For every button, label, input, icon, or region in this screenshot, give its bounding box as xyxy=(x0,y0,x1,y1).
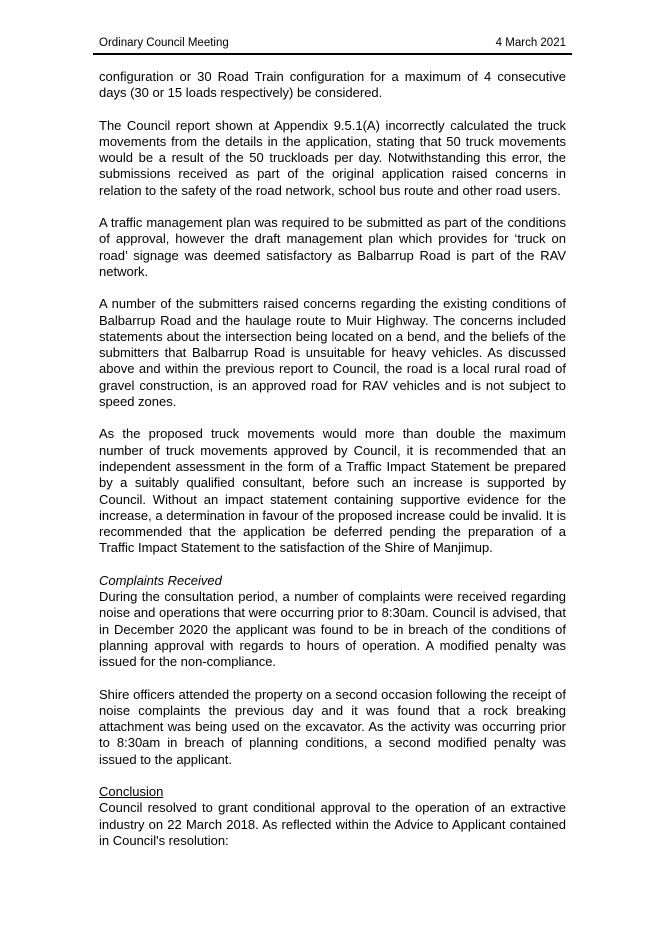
paragraph-truck-configuration: configuration or 30 Road Train configuration for a maximum of 4 consecutive days (30 or 15 loads respectively) be considered. xyxy=(99,69,566,101)
paragraph-submitters-concerns: A number of the submitters raised concerns regarding the existing conditions of Balbarrup Road and the haulage route to Muir Highway. The concerns included statements about the intersection being located on a bend, and the beliefs of the submitters that Balbarrup Road is unsuitable for heavy vehicles. As discussed above and within the previous report to Council, the road is a local rural road of gravel construction, is an approved road for RAV vehicles and is not subject to speed zones. xyxy=(99,296,566,410)
page-header xyxy=(93,37,572,53)
paragraph-shire-officers-second-occasion: Shire officers attended the property on a second occasion following the receipt of noise complaints the previous day and it was found that a rock breaking attachment was being used on the excavator. As the activity was occurring prior to 8:30am in breach of planning conditions, a second modified penalty was issued to the applicant. xyxy=(99,686,566,767)
paragraph-traffic-management-plan: A traffic management plan was required to be submitted as part of the conditions of approval, however the draft management plan which provides for ‘truck on road’ signage was deemed satisfactory as Balbarrup Road is part of the RAV network. xyxy=(99,215,566,279)
paragraph-traffic-impact-statement: As the proposed truck movements would more than double the maximum number of truck movements approved by Council, it is recommended that an independent assessment in the form of a Traffic Impact Statement be prepared by a suitably qualified consultant, before such an increase is supported by Council. Without an impact statement containing supportive evidence for the increase, a determination in favour of the proposed increase could be invalid. It is recommended that the application be deferred pending the preparation of a Traffic Impact Statement to the satisfaction of the Shire of Manjimup. xyxy=(99,426,566,556)
header-date: 4 March 2021 xyxy=(495,37,566,49)
heading-complaints-received: Complaints Received xyxy=(99,572,222,588)
header-rule xyxy=(93,53,572,55)
paragraph-council-report-error: The Council report shown at Appendix 9.5.1(A) incorrectly calculated the truck movements from the details in the application, stating that 50 truck movements would be a result of the 50 truckloads per day. Notwithstanding this error, the submissions received as part of the original application raised concerns in relation to the safety of the road network, school bus route and other road users. xyxy=(99,117,566,198)
paragraph-conclusion-resolution: Council resolved to grant conditional approval to the operation of an extractive industry on 22 March 2018. As reflected within the Advice to Applicant contained in Council's resolution: xyxy=(99,800,566,848)
document-body xyxy=(93,69,572,849)
heading-conclusion: Conclusion xyxy=(99,783,164,799)
paragraph-consultation-complaints: During the consultation period, a number of complaints were received regarding noise and operations that were occurring prior to 8:30am. Council is advised, that in December 2020 the applicant was found to be in breach of the conditions of planning approval with regards to hours of operation. A modified penalty was issued for the non-compliance. xyxy=(99,589,566,670)
header-document-title: Ordinary Council Meeting xyxy=(99,37,229,49)
